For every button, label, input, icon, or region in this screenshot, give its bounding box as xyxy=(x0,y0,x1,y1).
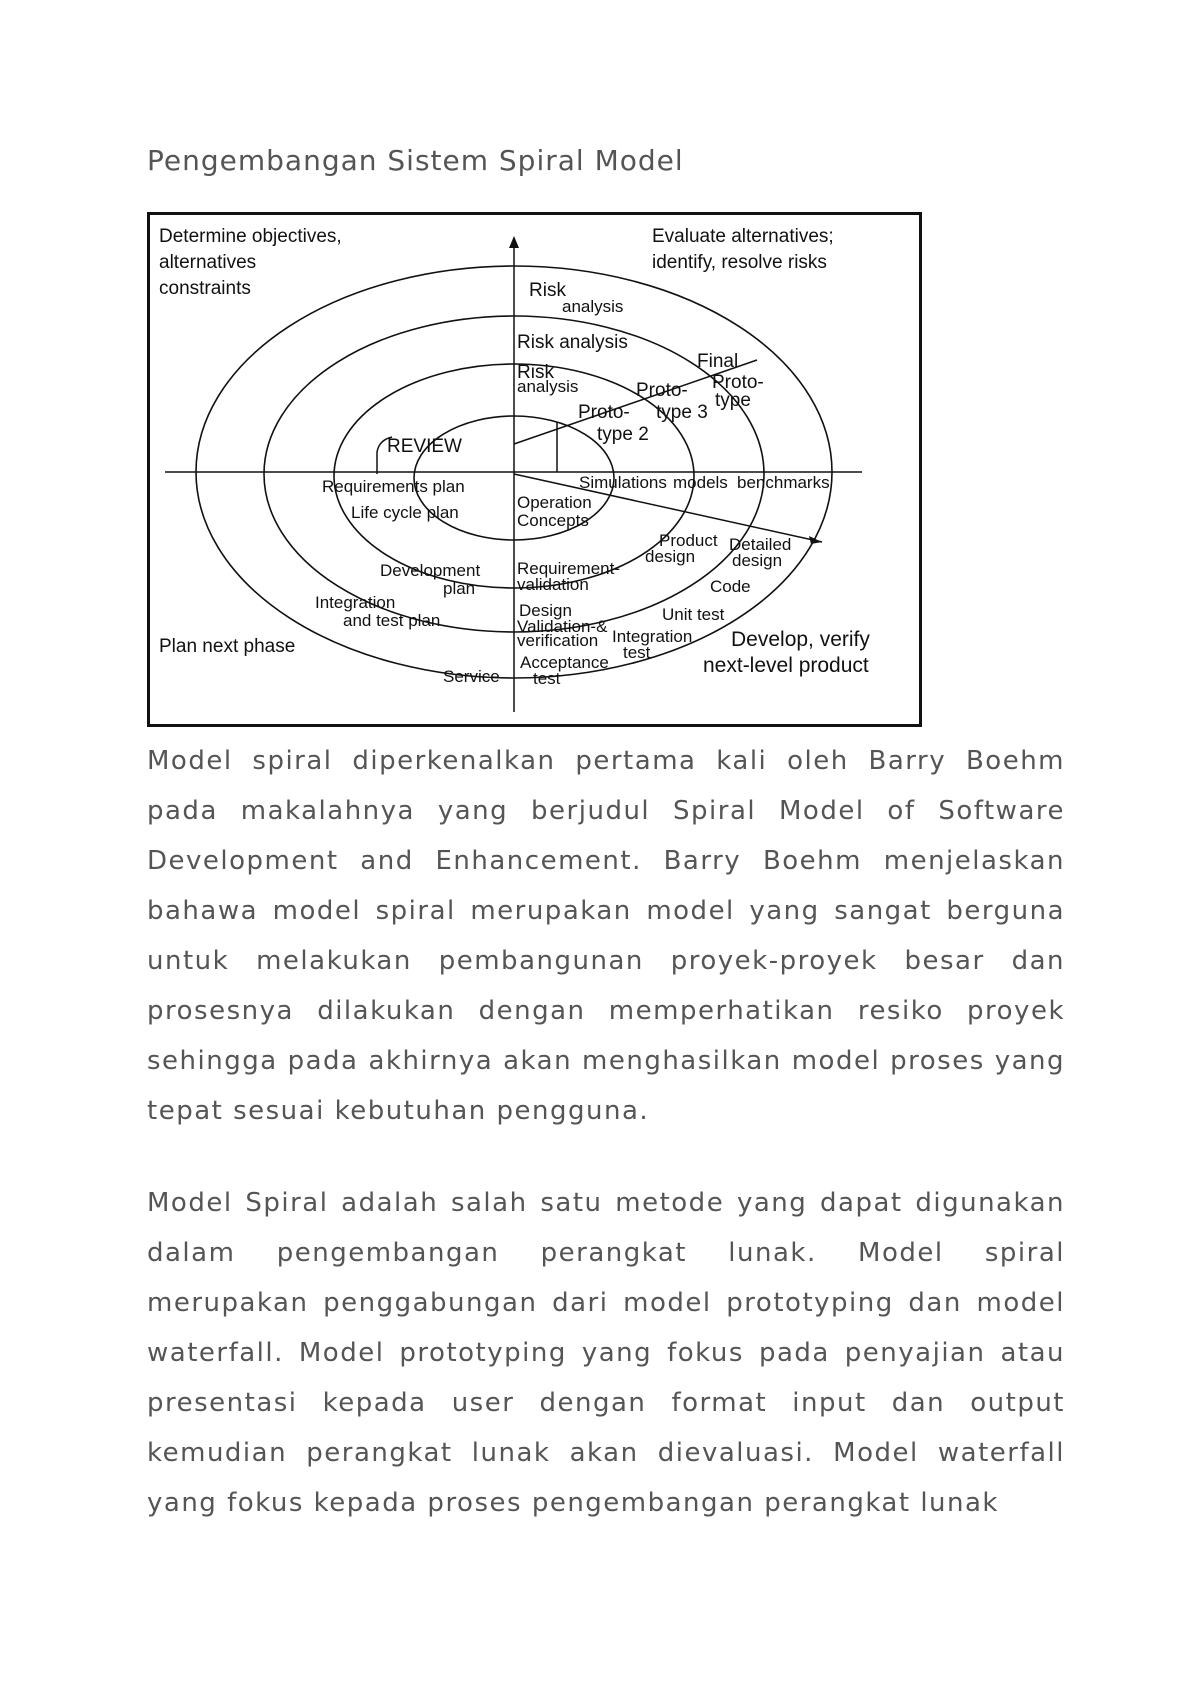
acceptance-test-line-2: test xyxy=(533,669,561,688)
detailed-design-line-1: Detailed xyxy=(729,535,792,554)
product-design-line-2: design xyxy=(645,547,696,566)
final-proto-line-3: type xyxy=(715,390,751,411)
proto2-line-1: Proto- xyxy=(578,402,630,423)
operation-concepts-line-1: Operation xyxy=(517,493,592,512)
unit-test-label: Unit test xyxy=(662,605,725,624)
quadrant-top-right-line-1: Evaluate alternatives; xyxy=(652,226,834,247)
operation-concepts-line-2: Concepts xyxy=(517,511,589,530)
quadrant-bottom-left-line-1: Plan next phase xyxy=(159,636,296,657)
final-proto-line-1: Final xyxy=(697,351,739,372)
life-cycle-plan-label: Life cycle plan xyxy=(351,503,459,522)
quadrant-bottom-right-line-2: next-level product xyxy=(703,654,869,677)
requirements-plan-label: Requirements plan xyxy=(322,477,465,496)
development-plan-line-1: Development xyxy=(380,561,481,580)
risk-outer-line-2: analysis xyxy=(562,297,624,316)
simulations-label: Simulations xyxy=(579,473,667,492)
proto2-line-2: type 2 xyxy=(597,424,649,445)
quadrant-top-left-line-3: constraints xyxy=(159,278,251,299)
acceptance-test-line-1: Acceptance xyxy=(520,653,609,672)
models-label: models xyxy=(673,473,728,492)
detailed-design-line-2: design xyxy=(732,551,783,570)
quadrant-top-left-line-1: Determine objectives, xyxy=(159,226,342,247)
development-plan-line-2: plan xyxy=(443,579,476,598)
risk-middle: Risk analysis xyxy=(517,332,628,353)
quadrant-bottom-right-line-1: Develop, verify xyxy=(731,628,870,651)
service-label: Service xyxy=(443,667,500,686)
design-vv-line-2: Validation-& xyxy=(517,617,608,636)
page-title: Pengembangan Sistem Spiral Model xyxy=(147,144,684,177)
design-vv-line-3: verification xyxy=(517,631,599,650)
quadrant-top-right-line-2: identify, resolve risks xyxy=(652,252,827,273)
review-label: REVIEW xyxy=(387,436,462,457)
risk-inner-line-2: analysis xyxy=(517,377,579,396)
integration-test-line-1: Integration xyxy=(612,627,693,646)
spiral-model-diagram xyxy=(147,212,922,727)
requirement-validation-line-1: Requirement- xyxy=(517,559,620,578)
product-design-line-1: Product xyxy=(659,531,718,550)
proto3-line-2: type 3 xyxy=(656,402,708,423)
paragraph-1: Model spiral diperkenalkan pertama kali oleh Barry Boehm pada makalahnya yang berjudul Spiral Model of Software Development and Enhancement. Barry Boehm menjelaskan bahawa model spiral merupakan model yang sangat berguna untuk melakukan pembangunan proyek-proyek besar dan prosesnya dilakukan dengan memperhatikan resiko proyek sehingga pada akhirnya akan menghasilkan model proses yang tepat sesuai kebutuhan pengguna. xyxy=(147,746,1065,1126)
integration-test-line-2: test xyxy=(623,643,651,662)
final-proto-line-2: Proto- xyxy=(712,372,764,393)
quadrant-top-left-line-2: alternatives xyxy=(159,252,257,273)
paragraph-2: Model Spiral adalah salah satu metode yang dapat digunakan dalam pengembangan perangkat lunak. Model spiral merupakan penggabungan dari model prototyping dan model waterfall. Model prototyping yang fokus pada penyajian atau presentasi kepada user dengan format input dan output kemudian perangkat lunak akan dievaluasi. Model waterfall yang fokus kepada proses pengembangan perangkat lunak xyxy=(147,1188,1065,1518)
risk-outer-line-1: Risk xyxy=(529,280,566,301)
design-vv-line-1: Design xyxy=(519,601,572,620)
integration-test-plan-line-1: Integration xyxy=(315,593,396,612)
benchmarks-label: benchmarks xyxy=(737,473,830,492)
requirement-validation-line-2: validation xyxy=(517,575,589,594)
code-label: Code xyxy=(710,577,751,596)
spiral-diagram-svg xyxy=(147,212,922,727)
proto3-line-1: Proto- xyxy=(636,380,688,401)
risk-inner-line-1: Risk xyxy=(517,362,554,383)
integration-test-plan-line-2: and test plan xyxy=(343,611,441,630)
